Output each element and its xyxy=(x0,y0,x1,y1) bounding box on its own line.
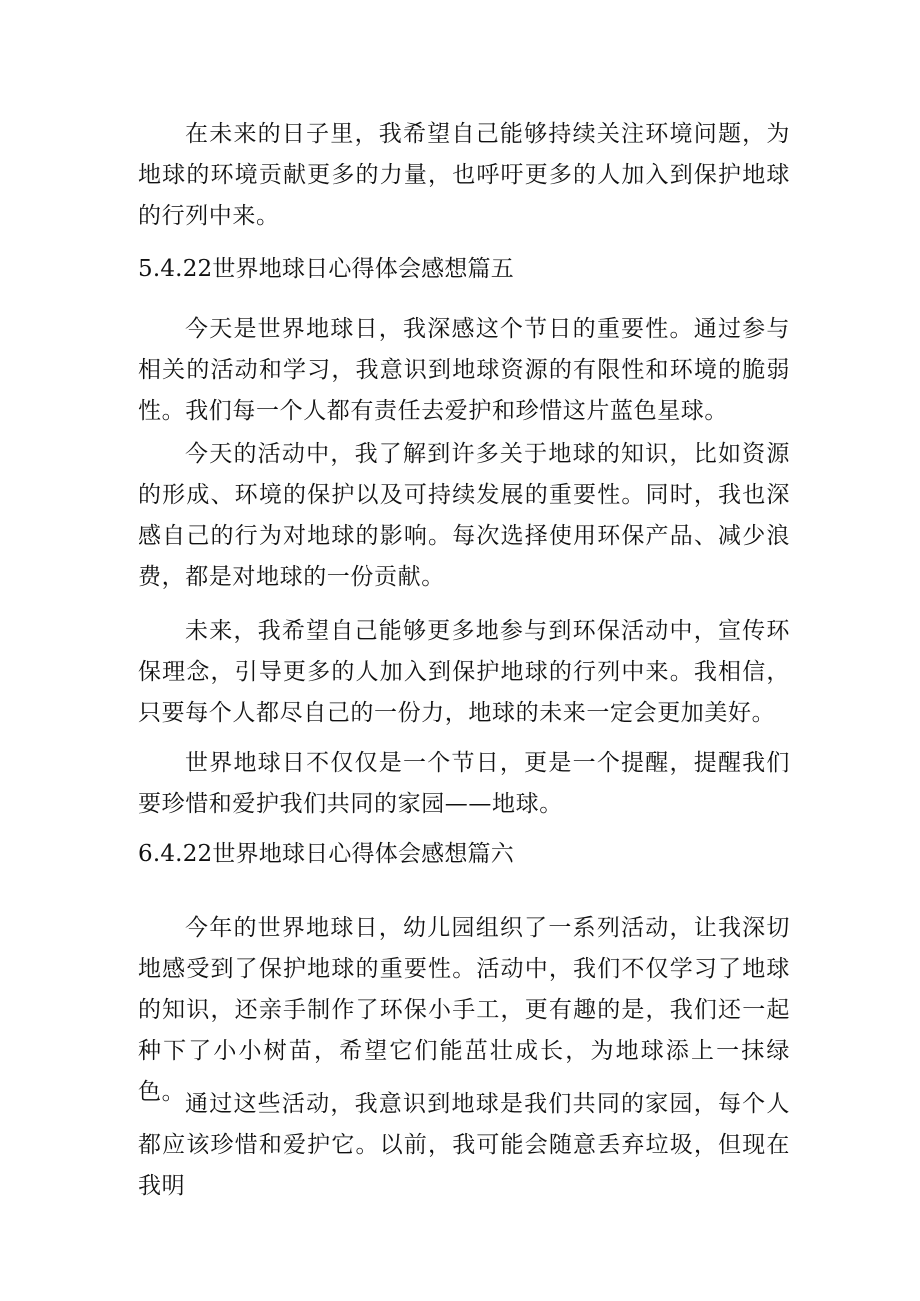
section-5-paragraph-3: 未来，我希望自己能够更多地参与到环保活动中，宣传环保理念，引导更多的人加入到保护地球的行列中来。我相信，只要每个人都尽自己的一份力，地球的未来一定会更加美好。 xyxy=(138,618,790,726)
section-5-paragraph-1: 今天是世界地球日，我深感这个节日的重要性。通过参与相关的活动和学习，我意识到地球资源的有限性和环境的脆弱性。我们每一个人都有责任去爱护和珍惜这片蓝色星球。 xyxy=(138,316,790,424)
section-6-heading: 6.4.22世界地球日心得体会感想篇六 xyxy=(138,841,514,867)
section-5-heading: 5.4.22世界地球日心得体会感想篇五 xyxy=(138,256,514,282)
intro-paragraph: 在未来的日子里，我希望自己能够持续关注环境问题，为地球的环境贡献更多的力量，也呼吁更多的人加入到保护地球的行列中来。 xyxy=(138,121,790,229)
section-5-paragraph-4: 世界地球日不仅仅是一个节日，更是一个提醒，提醒我们要珍惜和爱护我们共同的家园——地球。 xyxy=(138,750,790,817)
section-6-paragraph-1: 今年的世界地球日，幼儿园组织了一系列活动，让我深切地感受到了保护地球的重要性。活动中，我们不仅学习了地球的知识，还亲手制作了环保小手工，更有趣的是，我们还一起种下了小小树苗，希望它们能茁壮成长，为地球添上一抹绿色。 xyxy=(138,915,790,1105)
section-6-paragraph-2: 通过这些活动，我意识到地球是我们共同的家园，每个人都应该珍惜和爱护它。以前，我可能会随意丢弃垃圾，但现在我明 xyxy=(138,1091,790,1199)
section-5-paragraph-2: 今天的活动中，我了解到许多关于地球的知识，比如资源的形成、环境的保护以及可持续发展的重要性。同时，我也深感自己的行为对地球的影响。每次选择使用环保产品、减少浪费，都是对地球的一份贡献。 xyxy=(138,441,790,590)
